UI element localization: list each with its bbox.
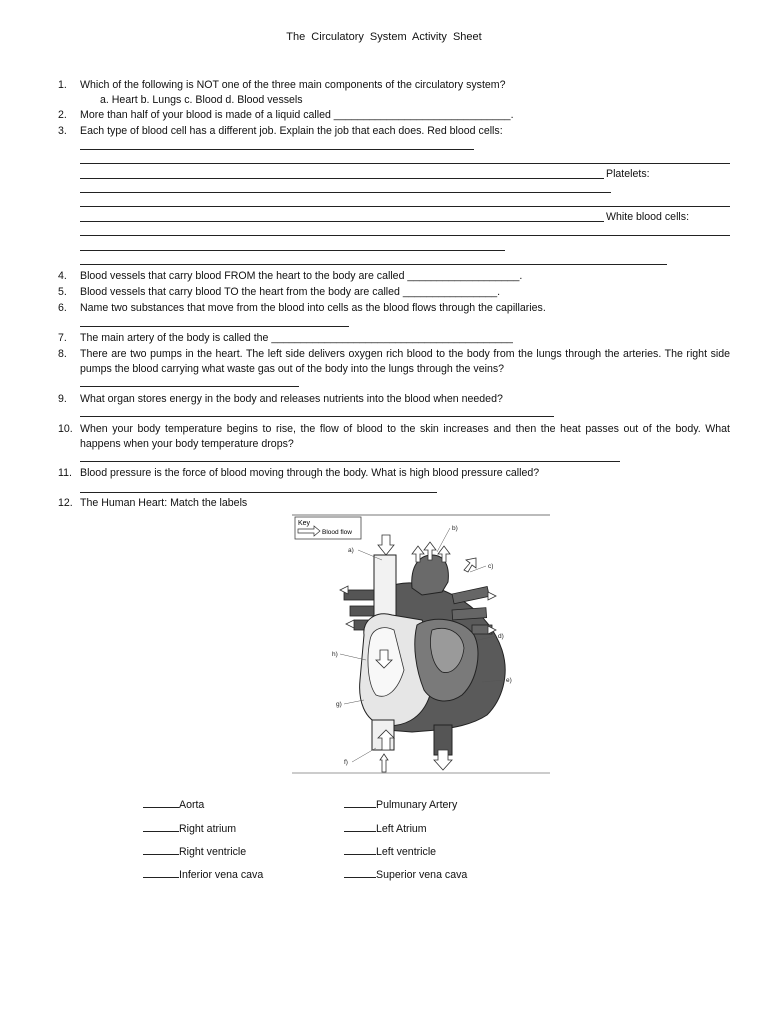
diagram-label-e: e) <box>506 677 512 684</box>
question-text: The main artery of the body is called the _________________________________________ <box>80 332 513 344</box>
match-label: Left ventricle <box>376 846 437 858</box>
answer-line[interactable] <box>80 178 604 179</box>
question-number: 3. <box>58 125 67 137</box>
question-options: a. Heart b. Lungs c. Blood d. Blood vessels <box>100 94 303 106</box>
question-number: 4. <box>58 270 67 282</box>
match-blank[interactable] <box>344 868 376 878</box>
heart-diagram <box>292 510 550 774</box>
question-text: The Human Heart: Match the labels <box>80 497 248 509</box>
match-blank[interactable] <box>344 798 376 808</box>
platelets-label: Platelets: <box>606 168 650 180</box>
question-number: 12. <box>58 497 73 509</box>
question-text: Blood pressure is the force of blood moving through the body. What is high blood pressure called? <box>80 467 540 479</box>
answer-line[interactable] <box>80 163 730 164</box>
answer-line[interactable] <box>80 416 554 417</box>
question-number: 8. <box>58 348 67 360</box>
match-label: Left Atrium <box>376 823 427 835</box>
match-item <box>344 845 436 858</box>
diagram-label-c: c) <box>488 563 494 570</box>
question-text: There are two pumps in the heart. The left side delivers oxygen rich blood to the body from the lungs through the arteries. The right side pumps the blood carrying what waste gas out of the body into the lungs through the veins? <box>80 348 730 375</box>
question-number: 1. <box>58 79 67 91</box>
question-number: 2. <box>58 109 67 121</box>
page-title: The Circulatory System Activity Sheet <box>286 31 482 43</box>
diagram-label-b: b) <box>452 525 458 532</box>
answer-line[interactable] <box>80 461 620 462</box>
answer-line[interactable] <box>80 326 349 327</box>
match-blank[interactable] <box>143 845 179 855</box>
match-item <box>344 822 427 835</box>
question-text: Blood vessels that carry blood TO the heart from the body are called ________________. <box>80 286 501 298</box>
answer-line[interactable] <box>80 192 611 193</box>
diagram-label-a: a) <box>348 547 354 554</box>
answer-line[interactable] <box>80 206 730 207</box>
answer-line[interactable] <box>80 149 474 150</box>
diagram-label-d: d) <box>498 633 504 640</box>
question-number: 10. <box>58 423 73 435</box>
match-item <box>143 868 263 881</box>
match-item <box>143 845 246 858</box>
answer-line[interactable] <box>80 264 667 265</box>
question-text: When your body temperature begins to rise, the flow of blood to the skin increases and then the heat passes out of the body. What happens when your body temperature drops? <box>80 423 730 450</box>
match-label: Right atrium <box>179 823 237 835</box>
question-number: 11. <box>58 467 72 479</box>
key-title: Key <box>298 520 311 527</box>
question-text: Name two substances that move from the blood into cells as the blood flows through the capillaries. <box>80 302 546 314</box>
match-blank[interactable] <box>143 822 179 832</box>
question-number: 5. <box>58 286 67 298</box>
question-text: Each type of blood cell has a different job. Explain the job that each does. Red blood cells: <box>80 125 503 137</box>
match-blank[interactable] <box>143 868 179 878</box>
question-text: More than half of your blood is made of a liquid called ______________________________. <box>80 109 514 121</box>
arrow-icon <box>298 526 320 536</box>
match-item <box>143 822 236 835</box>
question-number: 9. <box>58 393 67 405</box>
diagram-label-h: h) <box>332 651 338 658</box>
key-item: Blood flow <box>322 529 352 536</box>
match-label: Pulmunary Artery <box>376 799 458 811</box>
match-label: Inferior vena cava <box>179 869 264 881</box>
question-number: 6. <box>58 302 67 314</box>
white-blood-cells-label: White blood cells: <box>606 211 690 223</box>
match-blank[interactable] <box>344 845 376 855</box>
match-item <box>344 868 467 881</box>
diagram-key <box>295 517 361 539</box>
diagram-label-f: f) <box>344 759 348 766</box>
match-label: Right ventricle <box>179 846 247 858</box>
question-number: 7. <box>58 332 67 344</box>
match-item <box>143 798 204 811</box>
question-text: What organ stores energy in the body and releases nutrients into the blood when needed? <box>80 393 503 405</box>
answer-line[interactable] <box>80 250 505 251</box>
answer-line[interactable] <box>80 492 437 493</box>
match-blank[interactable] <box>344 822 376 832</box>
answer-line[interactable] <box>80 221 604 222</box>
match-blank[interactable] <box>143 798 179 808</box>
question-text: Which of the following is NOT one of the three main components of the circulatory system? <box>80 79 506 91</box>
match-item <box>344 798 457 811</box>
diagram-label-g: g) <box>336 701 342 708</box>
match-label: Superior vena cava <box>376 869 468 881</box>
answer-line[interactable] <box>80 386 299 387</box>
question-text: Blood vessels that carry blood FROM the heart to the body are called ___________________. <box>80 270 523 282</box>
answer-line[interactable] <box>80 235 730 236</box>
match-label: Aorta <box>179 799 205 811</box>
